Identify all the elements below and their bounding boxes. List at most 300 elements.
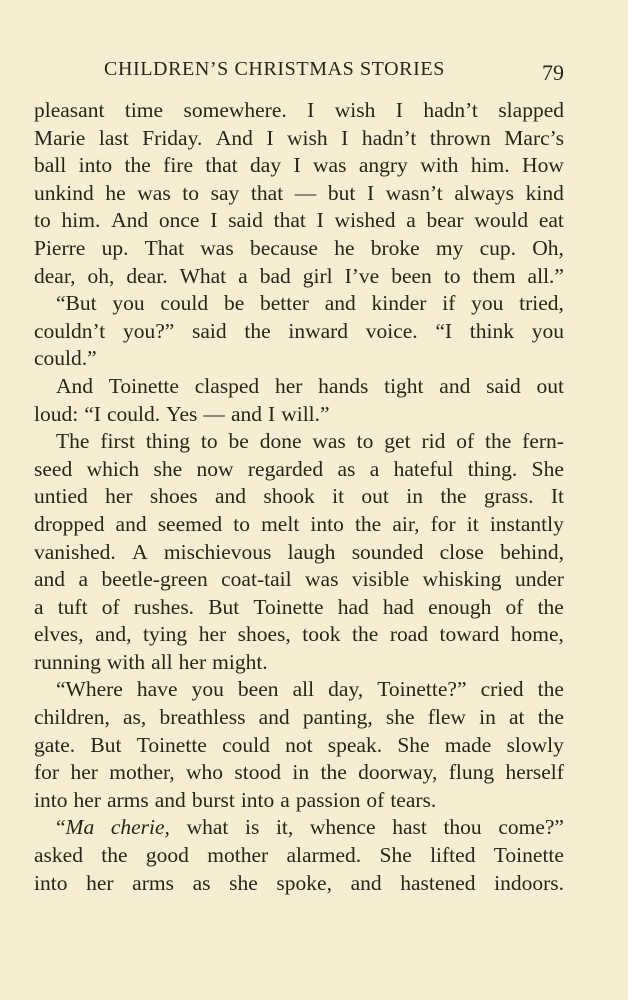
word: but (327, 180, 356, 205)
word: and (215, 484, 247, 509)
word: said (228, 208, 263, 233)
word: get (384, 429, 411, 454)
text-line (34, 483, 564, 511)
word: slowly (506, 732, 564, 757)
word: that (273, 208, 306, 233)
word: better (260, 291, 309, 316)
text-line (34, 235, 564, 263)
word: cup. (479, 235, 517, 260)
word: gate. (34, 732, 76, 757)
word: shoes, (237, 622, 291, 647)
word: clasped (194, 373, 260, 398)
word: asked (34, 843, 83, 868)
word: couldn’t (34, 318, 106, 343)
word: thing (145, 429, 191, 454)
word: eat (538, 208, 564, 233)
word: all.” (527, 263, 564, 288)
word: tuft (57, 594, 88, 619)
word: into (78, 153, 113, 178)
word: and (230, 401, 262, 426)
word: out (361, 484, 389, 509)
word: if (442, 291, 456, 316)
word: and (439, 373, 471, 398)
word: now (196, 456, 234, 481)
word: stood (234, 760, 282, 785)
word: ball (34, 153, 67, 178)
word: who (186, 760, 224, 785)
word: I (266, 125, 274, 150)
text-line (34, 870, 564, 898)
word: for (430, 511, 456, 536)
word: the (244, 318, 271, 343)
word: the (124, 153, 151, 178)
word: as (192, 870, 211, 895)
word: I (268, 401, 276, 426)
word: was (200, 235, 234, 260)
word: into (34, 787, 68, 812)
word: and (350, 870, 382, 895)
word: could. (106, 401, 161, 426)
word: visible (351, 567, 410, 592)
word: you (531, 318, 564, 343)
word: speak. (327, 732, 383, 757)
text-line (34, 621, 564, 649)
word: bad (259, 263, 291, 288)
text-line (34, 649, 564, 677)
text-line (34, 566, 564, 594)
word: took (302, 622, 341, 647)
word: the (537, 594, 564, 619)
running-title: CHILDREN’S CHRISTMAS STORIES (104, 58, 445, 80)
word: and, (95, 622, 132, 647)
word: shoes (149, 484, 198, 509)
word: done (259, 429, 302, 454)
word: a (369, 456, 380, 481)
text-line (34, 401, 564, 429)
word: had (382, 594, 414, 619)
word: fire (163, 153, 193, 178)
word: unkind (34, 180, 94, 205)
word: close (439, 539, 484, 564)
word: a (406, 208, 416, 233)
word: in (292, 760, 310, 785)
word: of (456, 429, 475, 454)
word: in (479, 705, 496, 730)
word: doorway, (358, 760, 438, 785)
word: think (469, 318, 514, 343)
word: slapped (498, 98, 564, 122)
word: that (205, 153, 238, 178)
word: I (395, 98, 403, 122)
word: arms (106, 787, 149, 812)
word: of (366, 787, 385, 812)
word: the (440, 484, 467, 509)
word: I (366, 180, 375, 205)
word: a (280, 787, 290, 812)
word: running (34, 649, 101, 674)
word: the (537, 705, 564, 730)
word: and (115, 511, 147, 536)
word: which (86, 456, 140, 481)
word: regarded (247, 456, 324, 481)
word: the (537, 677, 564, 702)
word: hadn’t (423, 98, 478, 122)
word: voice. (365, 318, 418, 343)
word: you?” (122, 318, 175, 343)
word: for (34, 760, 60, 785)
word: to (34, 208, 51, 233)
word: hast (392, 815, 427, 840)
word: all (292, 677, 315, 702)
word: mother (207, 843, 269, 868)
word: wasn’t (385, 180, 443, 205)
word: tears. (390, 787, 437, 812)
word: indoors. (494, 870, 564, 895)
word: Oh, (532, 235, 564, 260)
word: what (186, 815, 229, 840)
text-line (34, 511, 564, 539)
word: hands (318, 373, 369, 398)
text-line (34, 290, 564, 318)
word: home, (510, 622, 564, 647)
word: always (454, 180, 515, 205)
text-line (34, 263, 564, 291)
body-text (34, 97, 564, 897)
word: it, (275, 815, 294, 840)
word: I (210, 208, 218, 233)
word: panting, (302, 705, 373, 730)
text-line (34, 539, 564, 567)
word: “Ma (56, 815, 95, 840)
word: Friday. (142, 125, 203, 150)
word: breathless (159, 705, 246, 730)
word: She (379, 843, 412, 868)
word: toward (439, 622, 500, 647)
word: last (98, 125, 129, 150)
word: into (310, 511, 344, 536)
word: girl (302, 263, 333, 288)
word: have (136, 677, 178, 702)
word: I (307, 98, 315, 122)
word: loud: (34, 401, 79, 426)
word: thing. (467, 456, 518, 481)
word: into (240, 787, 275, 812)
word: I (293, 153, 301, 178)
word: the (352, 622, 379, 647)
word: dear. (126, 263, 168, 288)
word: a (78, 567, 89, 592)
word: her (70, 760, 98, 785)
word: That (144, 235, 185, 260)
word: he (105, 180, 126, 205)
word: wish (287, 125, 328, 150)
word: vanished. (34, 539, 116, 564)
word: said (486, 373, 521, 398)
word: she (153, 456, 183, 481)
word: Toinette (253, 594, 324, 619)
word: rushes. (133, 594, 195, 619)
word: rid (421, 429, 446, 454)
word: been (391, 263, 432, 288)
word: was (137, 180, 171, 205)
word: inward (288, 318, 349, 343)
word: pleasant (34, 98, 105, 122)
word: Pierre (34, 235, 86, 260)
word: would (474, 208, 529, 233)
word: kinder (371, 291, 427, 316)
word: I (341, 125, 349, 150)
word: She (531, 456, 564, 481)
word: seemed (157, 511, 223, 536)
word: beetle-green (101, 567, 208, 592)
word: hastened (400, 870, 476, 895)
word: and (324, 291, 356, 316)
word: first (100, 429, 135, 454)
word: Yes (166, 401, 198, 426)
word: She (397, 732, 430, 757)
word: sounded (351, 539, 424, 564)
text-line (34, 373, 564, 401)
word: say (210, 180, 240, 205)
word: with (420, 153, 459, 178)
text-line (34, 345, 564, 373)
text-line (34, 97, 564, 125)
word: “I (435, 318, 453, 343)
word: shook (263, 484, 315, 509)
word: it (466, 511, 479, 536)
text-line (34, 759, 564, 787)
word: you (191, 677, 224, 702)
word: Marie (34, 125, 86, 150)
word: “But (56, 291, 97, 316)
word: Toinette (493, 843, 564, 868)
word: And (215, 125, 253, 150)
word: come?” (498, 815, 564, 840)
word: dropped (34, 511, 105, 536)
word: spoke, (276, 870, 332, 895)
word: you (471, 291, 504, 316)
word: as (337, 456, 356, 481)
word: her (105, 484, 133, 509)
word: instantly (489, 511, 564, 536)
word: out (536, 373, 564, 398)
word: arms (132, 870, 174, 895)
text-line (34, 207, 564, 235)
word: What (179, 263, 227, 288)
word: to (443, 263, 461, 288)
text-line (34, 318, 564, 346)
word: bear (426, 208, 464, 233)
word: grass. (483, 484, 534, 509)
word: her (274, 373, 303, 398)
word: might. (212, 649, 268, 674)
word: A (132, 539, 148, 564)
text-line (34, 842, 564, 870)
text-line (34, 428, 564, 456)
word: be (228, 429, 249, 454)
word: But (208, 594, 240, 619)
word: it (332, 484, 345, 509)
word: Toinette?” (377, 677, 467, 702)
word: passion (295, 787, 361, 812)
word: — (294, 180, 317, 205)
word: made (444, 732, 492, 757)
word: will.” (281, 401, 330, 426)
word: was (305, 567, 339, 592)
word: untied (34, 484, 88, 509)
word: alarmed. (286, 843, 362, 868)
word: enough (428, 594, 492, 619)
word: mother, (109, 760, 175, 785)
word: elves, (34, 622, 84, 647)
text-line (34, 456, 564, 484)
word: behind, (500, 539, 564, 564)
word: oh, (87, 263, 115, 288)
word: Toinette (136, 732, 207, 757)
text-line (34, 704, 564, 732)
word: her (86, 870, 114, 895)
word: her (198, 622, 227, 647)
word: burst (191, 787, 235, 812)
word: “Where (56, 677, 123, 702)
word: and (258, 705, 290, 730)
word: you (112, 291, 145, 316)
word: flew (427, 705, 466, 730)
word: was (312, 429, 346, 454)
text-line (34, 732, 564, 760)
word: to (233, 511, 250, 536)
word: laugh (287, 539, 336, 564)
word: could.” (34, 346, 97, 371)
word: flung (448, 760, 495, 785)
word: And (56, 373, 94, 398)
word: I’ve (344, 263, 380, 288)
word: herself (505, 760, 564, 785)
word: It (550, 484, 564, 509)
word: “I (84, 401, 101, 426)
word: kind (525, 180, 564, 205)
word: day, (328, 677, 364, 702)
word: my (435, 235, 464, 260)
word: The (56, 429, 90, 454)
word: in (406, 484, 423, 509)
word: melt (261, 511, 300, 536)
word: tried, (519, 291, 564, 316)
word: whence (309, 815, 376, 840)
word: Toinette (108, 373, 179, 398)
text-line (34, 814, 564, 842)
word: to (356, 429, 374, 454)
word: time (124, 98, 164, 122)
word: had (337, 594, 369, 619)
word: — (203, 401, 225, 426)
word: air, (392, 511, 420, 536)
word: whisking (422, 567, 502, 592)
word: mischievous (163, 539, 272, 564)
word: I (316, 208, 324, 233)
word: as, (123, 705, 147, 730)
text-line (34, 180, 564, 208)
text-line (34, 787, 564, 815)
word: her (178, 649, 207, 674)
word: and (154, 787, 186, 812)
word: with (106, 649, 146, 674)
word: thrown (429, 125, 491, 150)
word: once (158, 208, 200, 233)
word: coat-tail (221, 567, 292, 592)
word: into (34, 870, 68, 895)
word: dear, (34, 263, 76, 288)
word: thou (443, 815, 482, 840)
word: day (250, 153, 282, 178)
word: the (320, 760, 347, 785)
word: her (73, 787, 101, 812)
word: seed (34, 456, 73, 481)
word: lifted (430, 843, 476, 868)
word: a (238, 263, 248, 288)
word: be (223, 291, 245, 316)
word: at (509, 705, 525, 730)
word: And (111, 208, 149, 233)
word: angry (358, 153, 408, 178)
word: cherie, (110, 815, 170, 840)
word: he (334, 235, 355, 260)
word: tight (384, 373, 424, 398)
page-number: 79 (542, 60, 564, 85)
word: tying (142, 622, 188, 647)
text-line (34, 125, 564, 153)
word: is (244, 815, 260, 840)
word: the (101, 843, 128, 868)
word: a (34, 594, 44, 619)
word: fern- (522, 429, 564, 454)
word: wish (334, 98, 376, 122)
word: him. (470, 153, 510, 178)
word: she (229, 870, 258, 895)
word: of (101, 594, 120, 619)
word: good (145, 843, 189, 868)
word: because (249, 235, 318, 260)
word: up. (101, 235, 129, 260)
word: that (250, 180, 284, 205)
word: road (389, 622, 429, 647)
text-line (34, 152, 564, 180)
word: to (182, 180, 200, 205)
word: not (285, 732, 313, 757)
word: somewhere. (183, 98, 287, 122)
word: under (514, 567, 564, 592)
word: broke (370, 235, 420, 260)
word: But (90, 732, 122, 757)
word: and (34, 567, 66, 592)
word: them (472, 263, 516, 288)
word: was (313, 153, 347, 178)
word: children, (34, 705, 110, 730)
word: him. (61, 208, 101, 233)
word: said (192, 318, 227, 343)
word: could (222, 732, 270, 757)
word: all (151, 649, 173, 674)
word: could (160, 291, 209, 316)
text-line (34, 676, 564, 704)
word: to (200, 429, 218, 454)
word: been (237, 677, 279, 702)
word: of (505, 594, 524, 619)
word: the (485, 429, 512, 454)
word: cried (480, 677, 524, 702)
word: the (354, 511, 382, 536)
word: wished (334, 208, 396, 233)
